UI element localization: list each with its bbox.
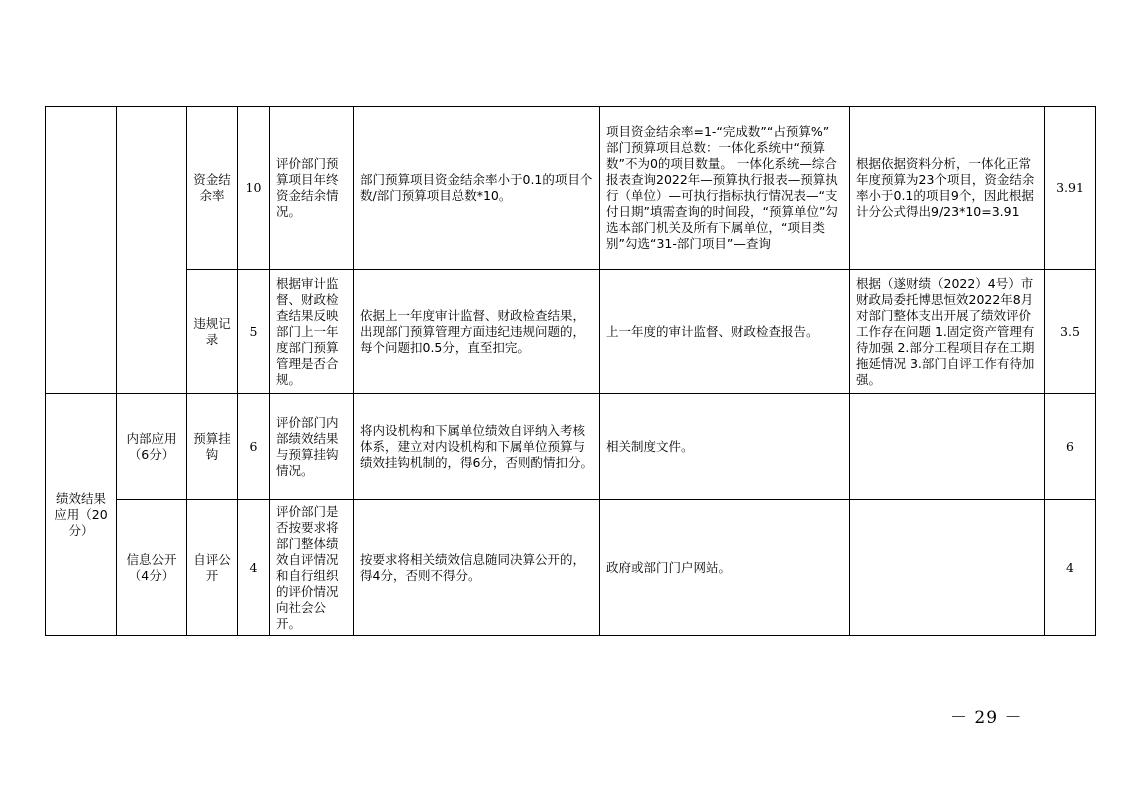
item-description-cell: 评价部门是否按要求将部门整体绩效自评情况和自行组织的评价情况向社会公开。	[270, 500, 354, 636]
page-number: － 29 －	[950, 708, 1023, 728]
evaluation-table	[45, 106, 1096, 636]
analysis-cell	[850, 500, 1045, 636]
item-description-cell: 评价部门内部绩效结果与预算挂钩情况。	[270, 394, 354, 500]
item-score-cell: 10	[238, 107, 270, 270]
evaluation-basis-cell: 相关制度文件。	[600, 394, 850, 500]
scoring-standard-cell: 依据上一年度审计监督、财政检查结果，出现部门预算管理方面违纪违规问题的，每个问题扣0.5分，直至扣完。	[354, 270, 600, 394]
item-name-cell: 预算挂钩	[187, 394, 238, 500]
table-row	[46, 107, 1096, 270]
group-cell-empty	[46, 107, 117, 394]
item-description-cell: 根据审计监督、财政检查结果反映部门上一年度部门预算管理是否合规。	[270, 270, 354, 394]
item-name-cell: 资金结余率	[187, 107, 238, 270]
item-score-cell: 5	[238, 270, 270, 394]
table-row	[46, 270, 1096, 394]
evaluation-basis-cell: 项目资金结余率=1-“完成数”“占预算%” 部门预算项目总数：一体化系统中“预算数”不为0的项目数量。 一体化系统—综合报表查询2022年—预算执行报表—预算执行（单位）—可执行指标执行情况表—“支付日期”填需查询的时间段，“预算单位”勾选本部门机关及所有下属单位，“项目类别”勾选“31-部门项目”—查询	[600, 107, 850, 270]
analysis-cell	[850, 394, 1045, 500]
result-score-cell: 6	[1045, 394, 1096, 500]
analysis-cell: 根据（遂财绩（2022）4号）市财政局委托博思恒效2022年8月对部门整体支出开展了绩效评价工作存在问题 1.固定资产管理有待加强 2.部分工程项目存在工期拖延情况 3.部门自评工作有待加强。	[850, 270, 1045, 394]
evaluation-basis-cell: 上一年度的审计监督、财政检查报告。	[600, 270, 850, 394]
table-row	[46, 394, 1096, 500]
subgroup-name-cell: 内部应用（6分）	[117, 394, 187, 500]
result-score-cell: 3.91	[1045, 107, 1096, 270]
scoring-standard-cell: 部门预算项目资金结余率小于0.1的项目个数/部门预算项目总数*10。	[354, 107, 600, 270]
table-row	[46, 500, 1096, 636]
scoring-standard-cell: 将内设机构和下属单位绩效自评纳入考核体系，建立对内设机构和下属单位预算与绩效挂钩机制的，得6分，否则酌情扣分。	[354, 394, 600, 500]
analysis-cell: 根据依据资料分析，一体化正常年度预算为23个项目，资金结余率小于0.1的项目9个，因此根据计分公式得出9/23*10=3.91	[850, 107, 1045, 270]
item-score-cell: 6	[238, 394, 270, 500]
item-name-cell: 违规记录	[187, 270, 238, 394]
item-name-cell: 自评公开	[187, 500, 238, 636]
result-score-cell: 3.5	[1045, 270, 1096, 394]
group-name-cell: 绩效结果应用（20分）	[46, 394, 117, 636]
result-score-cell: 4	[1045, 500, 1096, 636]
subgroup-name-cell: 信息公开（4分）	[117, 500, 187, 636]
subgroup-cell-empty	[117, 107, 187, 394]
item-description-cell: 评价部门预算项目年终资金结余情况。	[270, 107, 354, 270]
item-score-cell: 4	[238, 500, 270, 636]
evaluation-basis-cell: 政府或部门门户网站。	[600, 500, 850, 636]
scoring-standard-cell: 按要求将相关绩效信息随同决算公开的，得4分，否则不得分。	[354, 500, 600, 636]
